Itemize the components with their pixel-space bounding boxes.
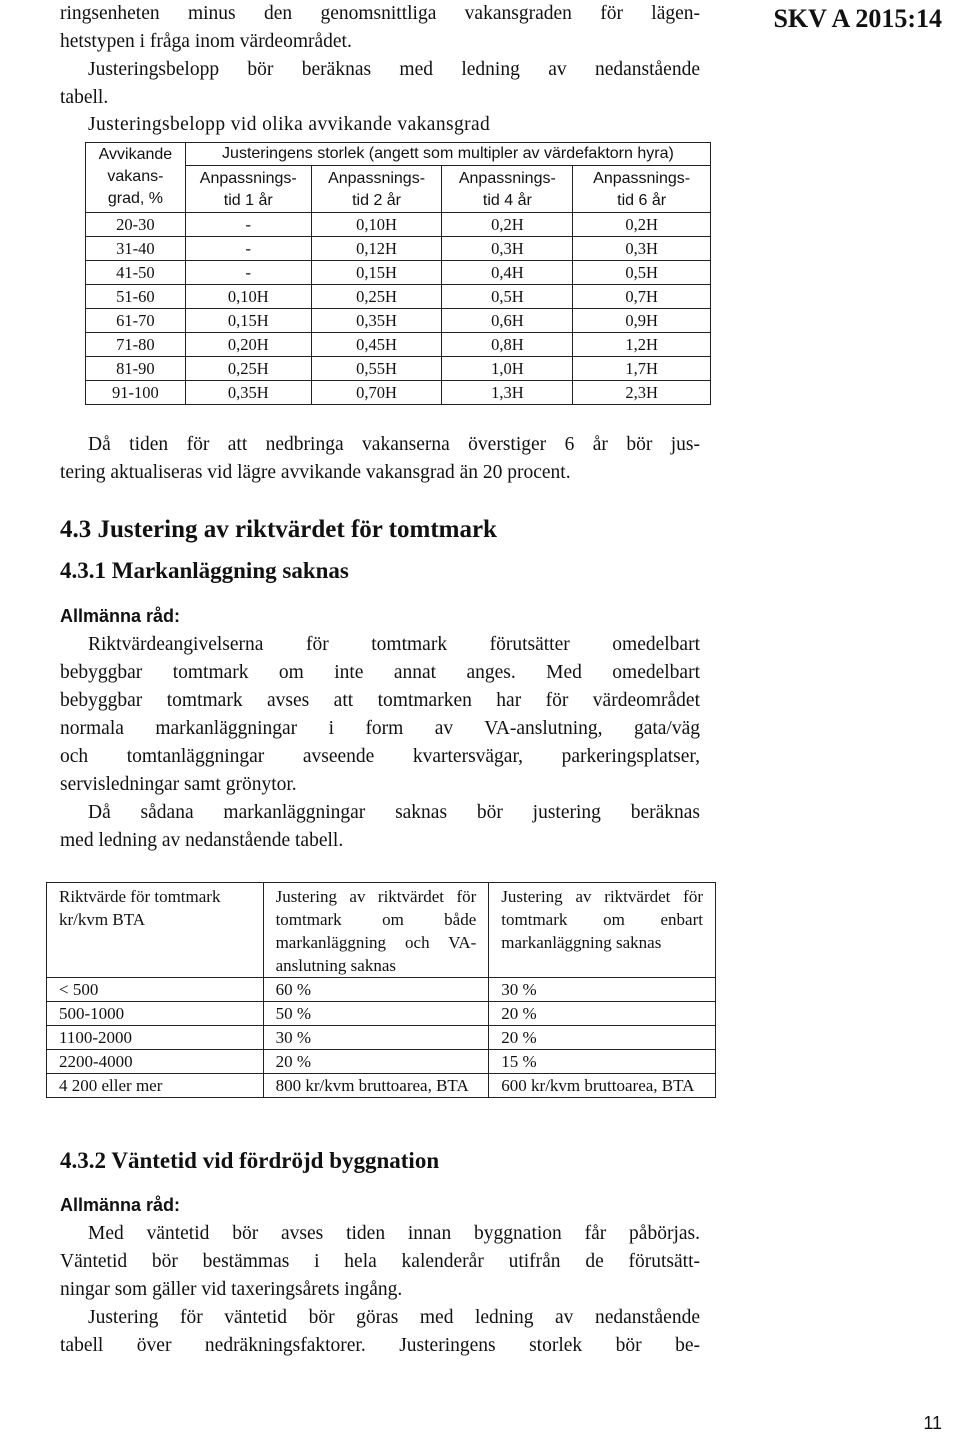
table-cell: 20 % [489, 1026, 716, 1050]
paragraph-line: med ledning av nedanstående tabell. [60, 830, 344, 851]
advice-paragraph-1 [60, 631, 700, 855]
table-cell: 1100-2000 [47, 1026, 264, 1050]
table-row [86, 309, 711, 333]
table-cell: 0,3H [442, 237, 573, 261]
document-code: SKV A 2015:14 [773, 4, 942, 33]
advice-label: Allmänna råd: [60, 606, 181, 626]
intro-text [60, 0, 700, 112]
table-cell: 0,45H [311, 333, 442, 357]
section-heading-4-3: 4.3 Justering av riktvärdet för tomtmark [60, 516, 497, 543]
advice-paragraph-2 [60, 1220, 700, 1360]
paragraph-line: tering aktualiseras vid lägre avvikande vakansgrad än 20 procent. [60, 462, 571, 483]
paragraph-line: tabell över nedräkningsfaktorer. Justeringens storlek bör be- [60, 1335, 700, 1356]
column-header-vacancy [86, 143, 186, 213]
table1-caption: Justeringsbelopp vid olika avvikande vakansgrad [88, 114, 491, 135]
table-row [86, 237, 711, 261]
table-cell: 1,2H [573, 333, 711, 357]
table-cell: 0,15H [311, 261, 442, 285]
table-cell: 61-70 [86, 309, 186, 333]
table-cell: 1,7H [573, 357, 711, 381]
table-cell: 500-1000 [47, 1002, 264, 1026]
table-row [47, 1050, 716, 1074]
table-cell: 0,55H [311, 357, 442, 381]
table-cell: 0,20H [185, 333, 311, 357]
table-cell: 60 % [263, 978, 489, 1002]
table-cell: 1,0H [442, 357, 573, 381]
intro-line: tabell. [60, 87, 109, 108]
table-cell: 50 % [263, 1002, 489, 1026]
header-text: Anpassnings- [328, 170, 426, 187]
table-cell: 0,15H [185, 309, 311, 333]
table-cell: - [185, 237, 311, 261]
paragraph-line: ningar som gäller vid taxeringsårets ingång. [60, 1279, 403, 1300]
table-cell: 2,3H [573, 381, 711, 405]
table-row [47, 1074, 716, 1098]
table-cell: 0,25H [185, 357, 311, 381]
table-cell: - [185, 213, 311, 237]
table-row [86, 357, 711, 381]
table-cell: 0,2H [442, 213, 573, 237]
table-cell: - [185, 261, 311, 285]
section-heading-4-3-1: 4.3.1 Markanläggning saknas [60, 558, 349, 583]
intro-line: Justeringsbelopp bör beräknas med ledning av nedanstående [88, 59, 700, 80]
header-text: tid 2 år [352, 192, 402, 209]
after-table1-text [60, 431, 700, 487]
table-cell: 0,9H [573, 309, 711, 333]
table-cell: 15 % [489, 1050, 716, 1074]
section-heading-4-3-2: 4.3.2 Väntetid vid fördröjd byggnation [60, 1148, 440, 1173]
table-row [86, 333, 711, 357]
table-cell: 600 kr/kvm bruttoarea, BTA [489, 1074, 716, 1098]
table-cell: 41-50 [86, 261, 186, 285]
table-cell: 0,4H [442, 261, 573, 285]
paragraph-line: Då sådana markanläggningar saknas bör justering beräknas [88, 802, 700, 823]
table-cell: 20 % [489, 1002, 716, 1026]
group-header: Justeringens storlek (angett som multipler av värdefaktorn hyra) [185, 143, 710, 166]
column-header-land-value: Riktvärde för tomtmark kr/kvm BTA [47, 883, 264, 978]
paragraph-line: bebyggbar tomtmark avses att tomtmarken har för värdeområdet [60, 690, 700, 711]
table-header-row [86, 143, 711, 166]
table-cell: 30 % [263, 1026, 489, 1050]
table-row [86, 261, 711, 285]
table-header-row [47, 883, 716, 978]
table-cell: 800 kr/kvm bruttoarea, BTA [263, 1074, 489, 1098]
intro-line: ringsenheten minus den genomsnittliga vakansgraden för lägen- [60, 3, 700, 24]
paragraph-line: Då tiden för att nedbringa vakanserna överstiger 6 år bör jus- [88, 434, 700, 455]
table-cell: 0,35H [311, 309, 442, 333]
advice-label: Allmänna råd: [60, 1195, 181, 1215]
table-cell: 0,70H [311, 381, 442, 405]
subheader-4yr [442, 166, 573, 213]
paragraph-line: servisledningar samt grönytor. [60, 774, 297, 795]
table-cell: 0,12H [311, 237, 442, 261]
column-header-land-missing: Justering av riktvärdet för tomtmark om enbart markanläggning saknas [489, 883, 716, 978]
paragraph-line: Riktvärdeangivelserna för tomtmark förutsätter omedelbart [88, 634, 700, 655]
table-cell: 20-30 [86, 213, 186, 237]
table-cell: 0,5H [442, 285, 573, 309]
table-cell: 0,25H [311, 285, 442, 309]
table-cell: 0,10H [185, 285, 311, 309]
header-text: Anpassnings- [458, 170, 556, 187]
table-row [47, 1026, 716, 1050]
table-cell: 2200-4000 [47, 1050, 264, 1074]
table-cell: 81-90 [86, 357, 186, 381]
header-text: tid 6 år [617, 192, 667, 209]
table-cell: 0,10H [311, 213, 442, 237]
column-header-both-missing: Justering av riktvärdet för tomtmark om både markanläggning och VA-anslutning saknas [263, 883, 489, 978]
header-text: tid 4 år [482, 192, 532, 209]
table-cell: 51-60 [86, 285, 186, 309]
vacancy-adjustment-table [85, 142, 711, 405]
table-row [47, 978, 716, 1002]
table-cell: 1,3H [442, 381, 573, 405]
subheader-1yr [185, 166, 311, 213]
intro-line: hetstypen i fråga inom värdeområdet. [60, 31, 352, 52]
header-text: grad, % [107, 190, 163, 207]
header-text: Anpassnings- [199, 170, 297, 187]
land-value-adjustment-table [46, 882, 716, 1098]
header-text: tid 1 år [223, 192, 273, 209]
table-row [86, 285, 711, 309]
table-cell: 31-40 [86, 237, 186, 261]
table-cell: 4 200 eller mer [47, 1074, 264, 1098]
table-cell: < 500 [47, 978, 264, 1002]
paragraph-line: bebyggbar tomtmark om inte annat anges. Med omedelbart [60, 662, 700, 683]
table-cell: 20 % [263, 1050, 489, 1074]
header-text: Avvikande [98, 146, 173, 163]
table-row [86, 213, 711, 237]
table-cell: 0,6H [442, 309, 573, 333]
table-cell: 91-100 [86, 381, 186, 405]
table-cell: 0,8H [442, 333, 573, 357]
paragraph-line: Väntetid bör bestämmas i hela kalenderår utifrån de förutsätt- [60, 1251, 700, 1272]
paragraph-line: Justering för väntetid bör göras med ledning av nedanstående [88, 1307, 700, 1328]
subheader-6yr [573, 166, 711, 213]
table-cell: 71-80 [86, 333, 186, 357]
table-cell: 0,3H [573, 237, 711, 261]
table-cell: 0,35H [185, 381, 311, 405]
page-number: 11 [923, 1413, 942, 1433]
table-cell: 0,7H [573, 285, 711, 309]
paragraph-line: Med väntetid bör avses tiden innan byggnation får påbörjas. [88, 1223, 700, 1244]
header-text: vakans- [107, 168, 164, 185]
table-row [86, 381, 711, 405]
subheader-2yr [311, 166, 442, 213]
table-cell: 0,2H [573, 213, 711, 237]
paragraph-line: och tomtanläggningar avseende kvartersvägar, parkeringsplatser, [60, 746, 700, 767]
table-cell: 0,5H [573, 261, 711, 285]
table-row [47, 1002, 716, 1026]
header-text: Anpassnings- [593, 170, 691, 187]
paragraph-line: normala markanläggningar i form av VA-anslutning, gata/väg [60, 718, 700, 739]
table-cell: 30 % [489, 978, 716, 1002]
